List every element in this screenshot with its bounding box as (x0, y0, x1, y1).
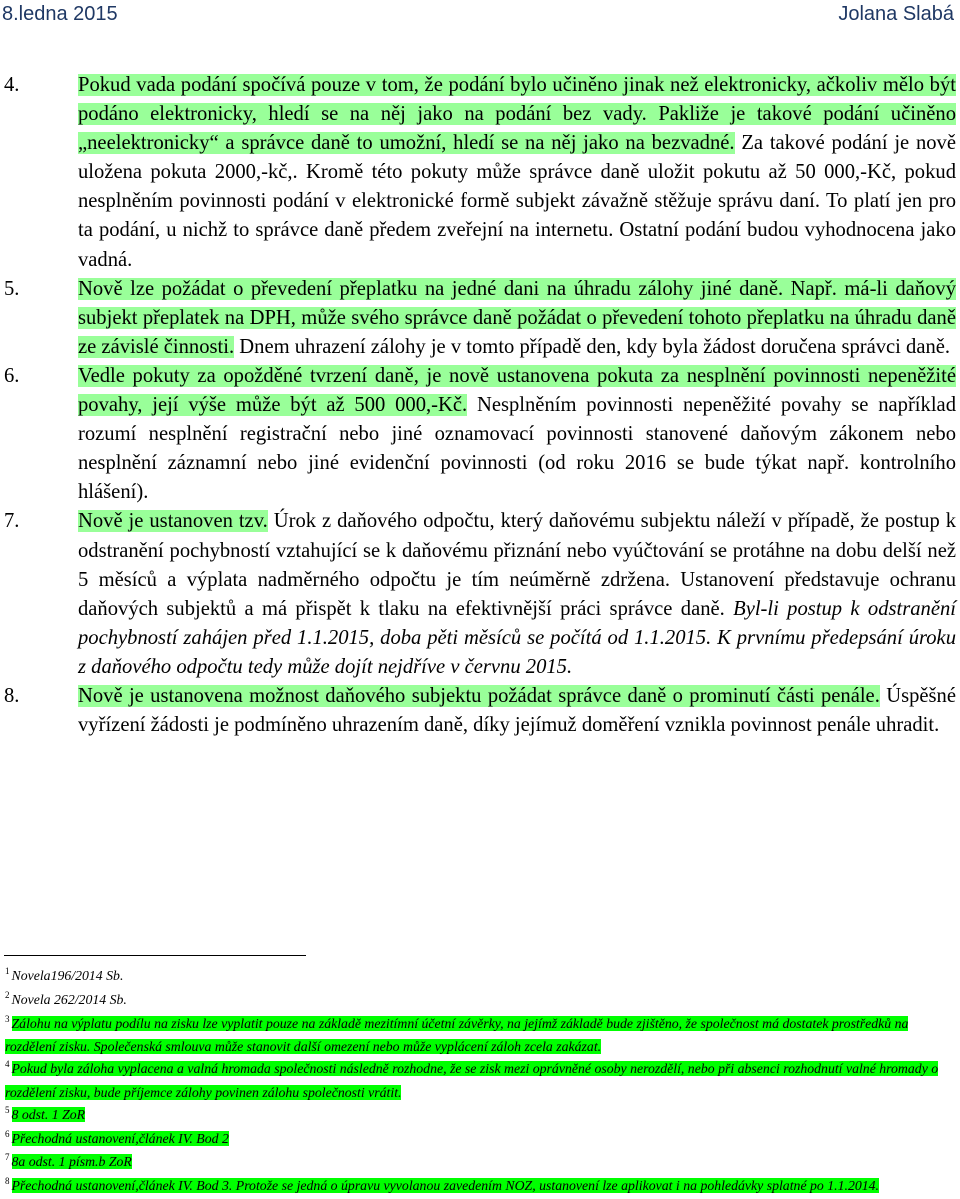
footnotes (5, 965, 955, 1199)
footnote-text: Zálohu na výplatu podílu na zisku lze vyplatit pouze na základě mezitímní účetní závěrky, na jejímž základě bude zjištěno, že společnost má dostatek prostředků na rozdělení zisku. Společenská smlouva může stanovit další omezení nebo může vyplácení záloh zcela zakázat. (5, 1015, 909, 1055)
highlighted-text: Nově je ustanovena možnost daňového subjektu požádat správce daně o prominutí části penále. (78, 684, 880, 707)
footnote-number: 5 (5, 1104, 10, 1115)
list-item-text (78, 362, 956, 507)
list-item-number: 8. (4, 684, 20, 707)
body-text: Úspěšné vyřízení žádosti je podmíněno uhrazením daně, díky jejímuž doměření vznikla povinnost penále uhradit. (78, 684, 956, 737)
footnote (5, 1175, 955, 1199)
highlighted-text: Vedle pokuty za opožděné tvrzení daně, je nově ustanovena pokuta za nesplnění povinnosti nepeněžité povahy, její výše může být až 500 000,-Kč. (78, 364, 956, 417)
body-text: Úrok z daňového odpočtu, který daňovému subjektu náleží v případě, že postup k odstranění pochybností vztahující se k daňovému přiznání nebo vyúčtování se protáhne na dobu delší než 5 měsíců a výplata nadměrného odpočtu je tím neúměrně zdržena. Ustanovení představuje ochranu daňových subjektů a má přispět k tlaku na efektivnější práci správce daně. (78, 510, 956, 620)
footnote-text: Přechodná ustanovení,článek IV. Bod 2 (11, 1130, 229, 1146)
footnote (5, 989, 955, 1013)
list-item-text (78, 507, 956, 682)
footnote (5, 1104, 955, 1128)
highlighted-text: Nově lze požádat o převedení přeplatku na jedné dani na úhradu zálohy jiné daně. Např. má-li daňový subjekt přeplatek na DPH, může svého správce daně požádat o převedení tohoto přeplatku na úhradu daně ze závislé činnosti. (78, 277, 956, 358)
body-text: Za takové podání je nově uložena pokuta 2000,-kč,. Kromě této pokuty může správce daně uložit pokutu až 50 000,-Kč, pokud nesplněním povinnosti podání v elektronické formě subjekt závažně stěžuje správu daní. To platí jen pro ta podání, u nichž to správce daně předem zveřejní na internetu. Ostatní podání budou vyhodnocena jako vadná. (78, 132, 956, 271)
list-item (0, 275, 960, 362)
list-item (0, 507, 960, 682)
footnote-number: 4 (5, 1059, 10, 1070)
body-text: Nesplněním povinnosti nepeněžité povahy se například rozumí nesplnění registrační nebo jiné oznamovací povinnosti stanovené daňovým zákonem nebo nesplnění záznamní nebo jiné evidenční povinnosti (od roku 2016 se bude týkat např. kontrolního hlášení). (78, 394, 956, 504)
highlighted-text: Nově je ustanoven tzv. (78, 510, 268, 533)
footnote-text: Novela 262/2014 Sb. (11, 991, 127, 1007)
header-author: Jolana Slabá (838, 3, 954, 25)
footnote-text: 8a odst. 1 písm.b ZoR (11, 1154, 132, 1170)
footnote-number: 8 (5, 1176, 10, 1187)
header-date: 8.ledna 2015 (2, 3, 118, 25)
footnote-text: Přechodná ustanovení,článek IV. Bod 3. Protože se jedná o úpravu vyvolanou zavedením NOZ, ustanovení lze aplikovat i na pohledávky splatné po 1.1.2014. (11, 1178, 879, 1194)
footnote (5, 1128, 955, 1152)
footnote-number: 6 (5, 1128, 10, 1139)
footnote-separator (4, 955, 306, 956)
highlighted-text: Pokud vada podání spočívá pouze v tom, že podání bylo učiněno jinak než elektronicky, ačkoliv mělo být podáno elektronicky, hledí se na něj jako na podání bez vady. Pakliže je takové podání učiněno „neelektronicky“ a správce daně to umožní, hledí se na něj jako na bezvadné. (78, 74, 956, 155)
list-item-number: 5. (4, 277, 20, 300)
italic-text: Byl-li postup k odstranění pochybností zahájen před 1.1.2015, doba pěti měsíců se počítá od 1.1.2015. K prvnímu předepsání úroku z daňového odpočtu tedy může dojít nejdříve v červnu 2015. (78, 597, 956, 678)
footnote-number: 3 (5, 1013, 10, 1024)
footnote (5, 1013, 955, 1059)
body-text: Dnem uhrazení zálohy je v tomto případě den, kdy byla žádost doručena správci daně. (234, 335, 951, 358)
footnote-number: 2 (5, 989, 10, 1000)
footnote-text: Pokud byla záloha vyplacena a valná hromada společnosti následně rozhodne, že se zisk mezi oprávněné osoby nerozdělí, nebo při absenci rozhodnutí valné hromady o rozdělení zisku, bude příjemce zálohy povinen zálohu společnosti vrátit. (5, 1061, 939, 1100)
list-item-text (78, 682, 956, 740)
list-item (0, 362, 960, 507)
footnote-number: 7 (5, 1152, 10, 1163)
list-item-number: 4. (4, 74, 20, 96)
footnote-number: 1 (5, 966, 10, 976)
footnote (5, 965, 955, 989)
list-item-number: 6. (4, 364, 20, 387)
list-item-text (78, 275, 956, 362)
list-item-number: 7. (4, 510, 20, 533)
list-item (0, 682, 960, 740)
footnote-text: 8 odst. 1 ZoR (11, 1106, 86, 1122)
footnote (5, 1058, 955, 1104)
footnote-text: Novela196/2014 Sb. (11, 968, 124, 983)
list-item (0, 71, 960, 275)
numbered-list (0, 71, 960, 740)
footnote (5, 1151, 955, 1175)
list-item-text (78, 71, 956, 275)
